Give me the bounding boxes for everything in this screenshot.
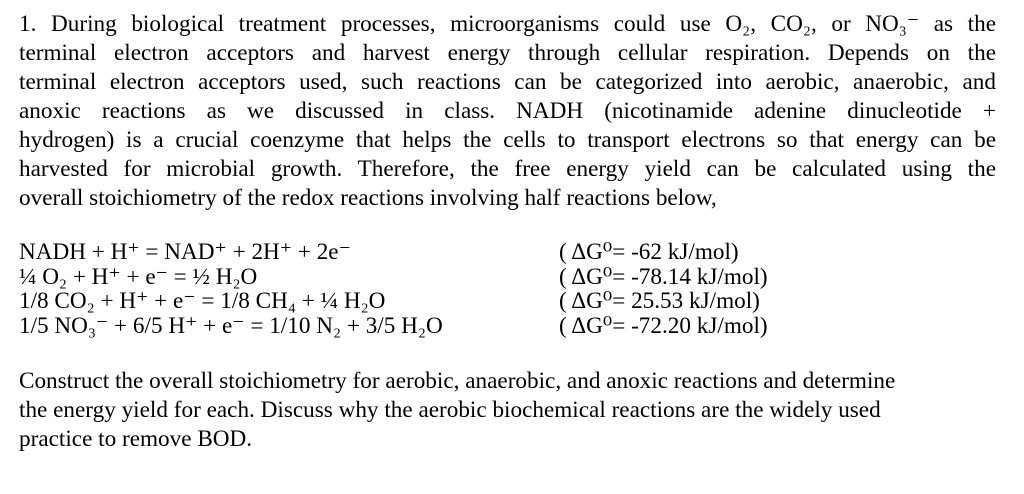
intro-line-5: hydrogen) is a crucial coenzyme that helps the cells to transport electrons so that energy can be <box>19 127 996 153</box>
intro-paragraph <box>19 10 996 213</box>
reaction-equation: ¼ O₂ + H⁺ + e⁻ = ½ H₂O <box>19 263 258 290</box>
question-paragraph <box>19 367 979 454</box>
half-reactions-list <box>19 240 996 338</box>
reaction-free-energy: ( ΔG⁰= -78.14 kJ/mol) <box>559 263 768 290</box>
intro-line-4: anoxic reactions as we discussed in class. NADH (nicotinamide adenine dinucleotide + <box>19 98 996 124</box>
reaction-free-energy: ( ΔG⁰= -72.20 kJ/mol) <box>559 312 768 339</box>
reaction-row <box>19 314 996 339</box>
reaction-row <box>19 289 996 314</box>
document-page <box>19 10 996 454</box>
intro-line-3: terminal electron acceptors used, such reactions can be categorized into aerobic, anaerobic, and <box>19 69 996 95</box>
reaction-equation: NADH + H⁺ = NAD⁺ + 2H⁺ + 2e⁻ <box>19 239 351 265</box>
reaction-row <box>19 240 996 265</box>
reaction-equation: 1/5 NO₃⁻ + 6/5 H⁺ + e⁻ = 1/10 N₂ + 3/5 H₂O <box>19 312 443 339</box>
intro-line-6: harvested for microbial growth. Therefore, the free energy yield can be calculated using the <box>19 156 996 182</box>
question-line-3: practice to remove BOD. <box>19 426 253 452</box>
reaction-row <box>19 265 996 290</box>
question-line-2: the energy yield for each. Discuss why the aerobic biochemical reactions are the widely used <box>19 397 881 423</box>
intro-line-2: terminal electron acceptors and harvest energy through cellular respiration. Depends on the <box>19 40 996 66</box>
reaction-equation: 1/8 CO₂ + H⁺ + e⁻ = 1/8 CH₄ + ¼ H₂O <box>19 288 386 314</box>
intro-line-7: overall stoichiometry of the redox reactions involving half reactions below, <box>19 185 717 211</box>
reaction-free-energy: ( ΔG⁰= -62 kJ/mol) <box>559 239 739 265</box>
intro-line-1: 1. During biological treatment processes, microorganisms could use O₂, CO₂, or NO₃⁻ as the <box>19 11 996 37</box>
reaction-free-energy: ( ΔG⁰= 25.53 kJ/mol) <box>559 288 760 314</box>
question-line-1: Construct the overall stoichiometry for aerobic, anaerobic, and anoxic reactions and determine <box>19 368 896 394</box>
